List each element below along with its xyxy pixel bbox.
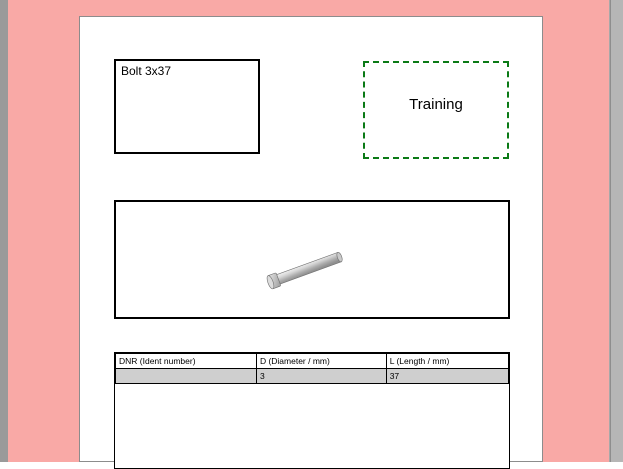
left-edge-strip xyxy=(0,0,8,462)
column-header-diameter: D (Diameter / mm) xyxy=(256,354,386,369)
vertical-scrollbar[interactable] xyxy=(609,0,623,462)
table-header-row xyxy=(116,354,509,369)
title-box[interactable] xyxy=(114,59,260,154)
column-header-dnr: DNR (Ident number) xyxy=(116,354,257,369)
title-box-label: Bolt 3x37 xyxy=(121,64,172,78)
column-header-length: L (Length / mm) xyxy=(386,354,508,369)
spec-table xyxy=(115,353,509,384)
cell-dnr[interactable] xyxy=(116,369,257,384)
spec-table-box[interactable] xyxy=(114,352,510,469)
training-box[interactable] xyxy=(363,61,509,159)
scrollbar-thumb[interactable] xyxy=(610,0,623,462)
training-label: Training xyxy=(409,96,463,113)
table-row[interactable] xyxy=(116,369,509,384)
drawing-sheet xyxy=(79,16,543,462)
bolt-3d-model xyxy=(262,248,352,292)
cell-diameter[interactable]: 3 xyxy=(256,369,386,384)
model-viewport-box[interactable] xyxy=(114,200,510,319)
cell-length[interactable]: 37 xyxy=(386,369,508,384)
